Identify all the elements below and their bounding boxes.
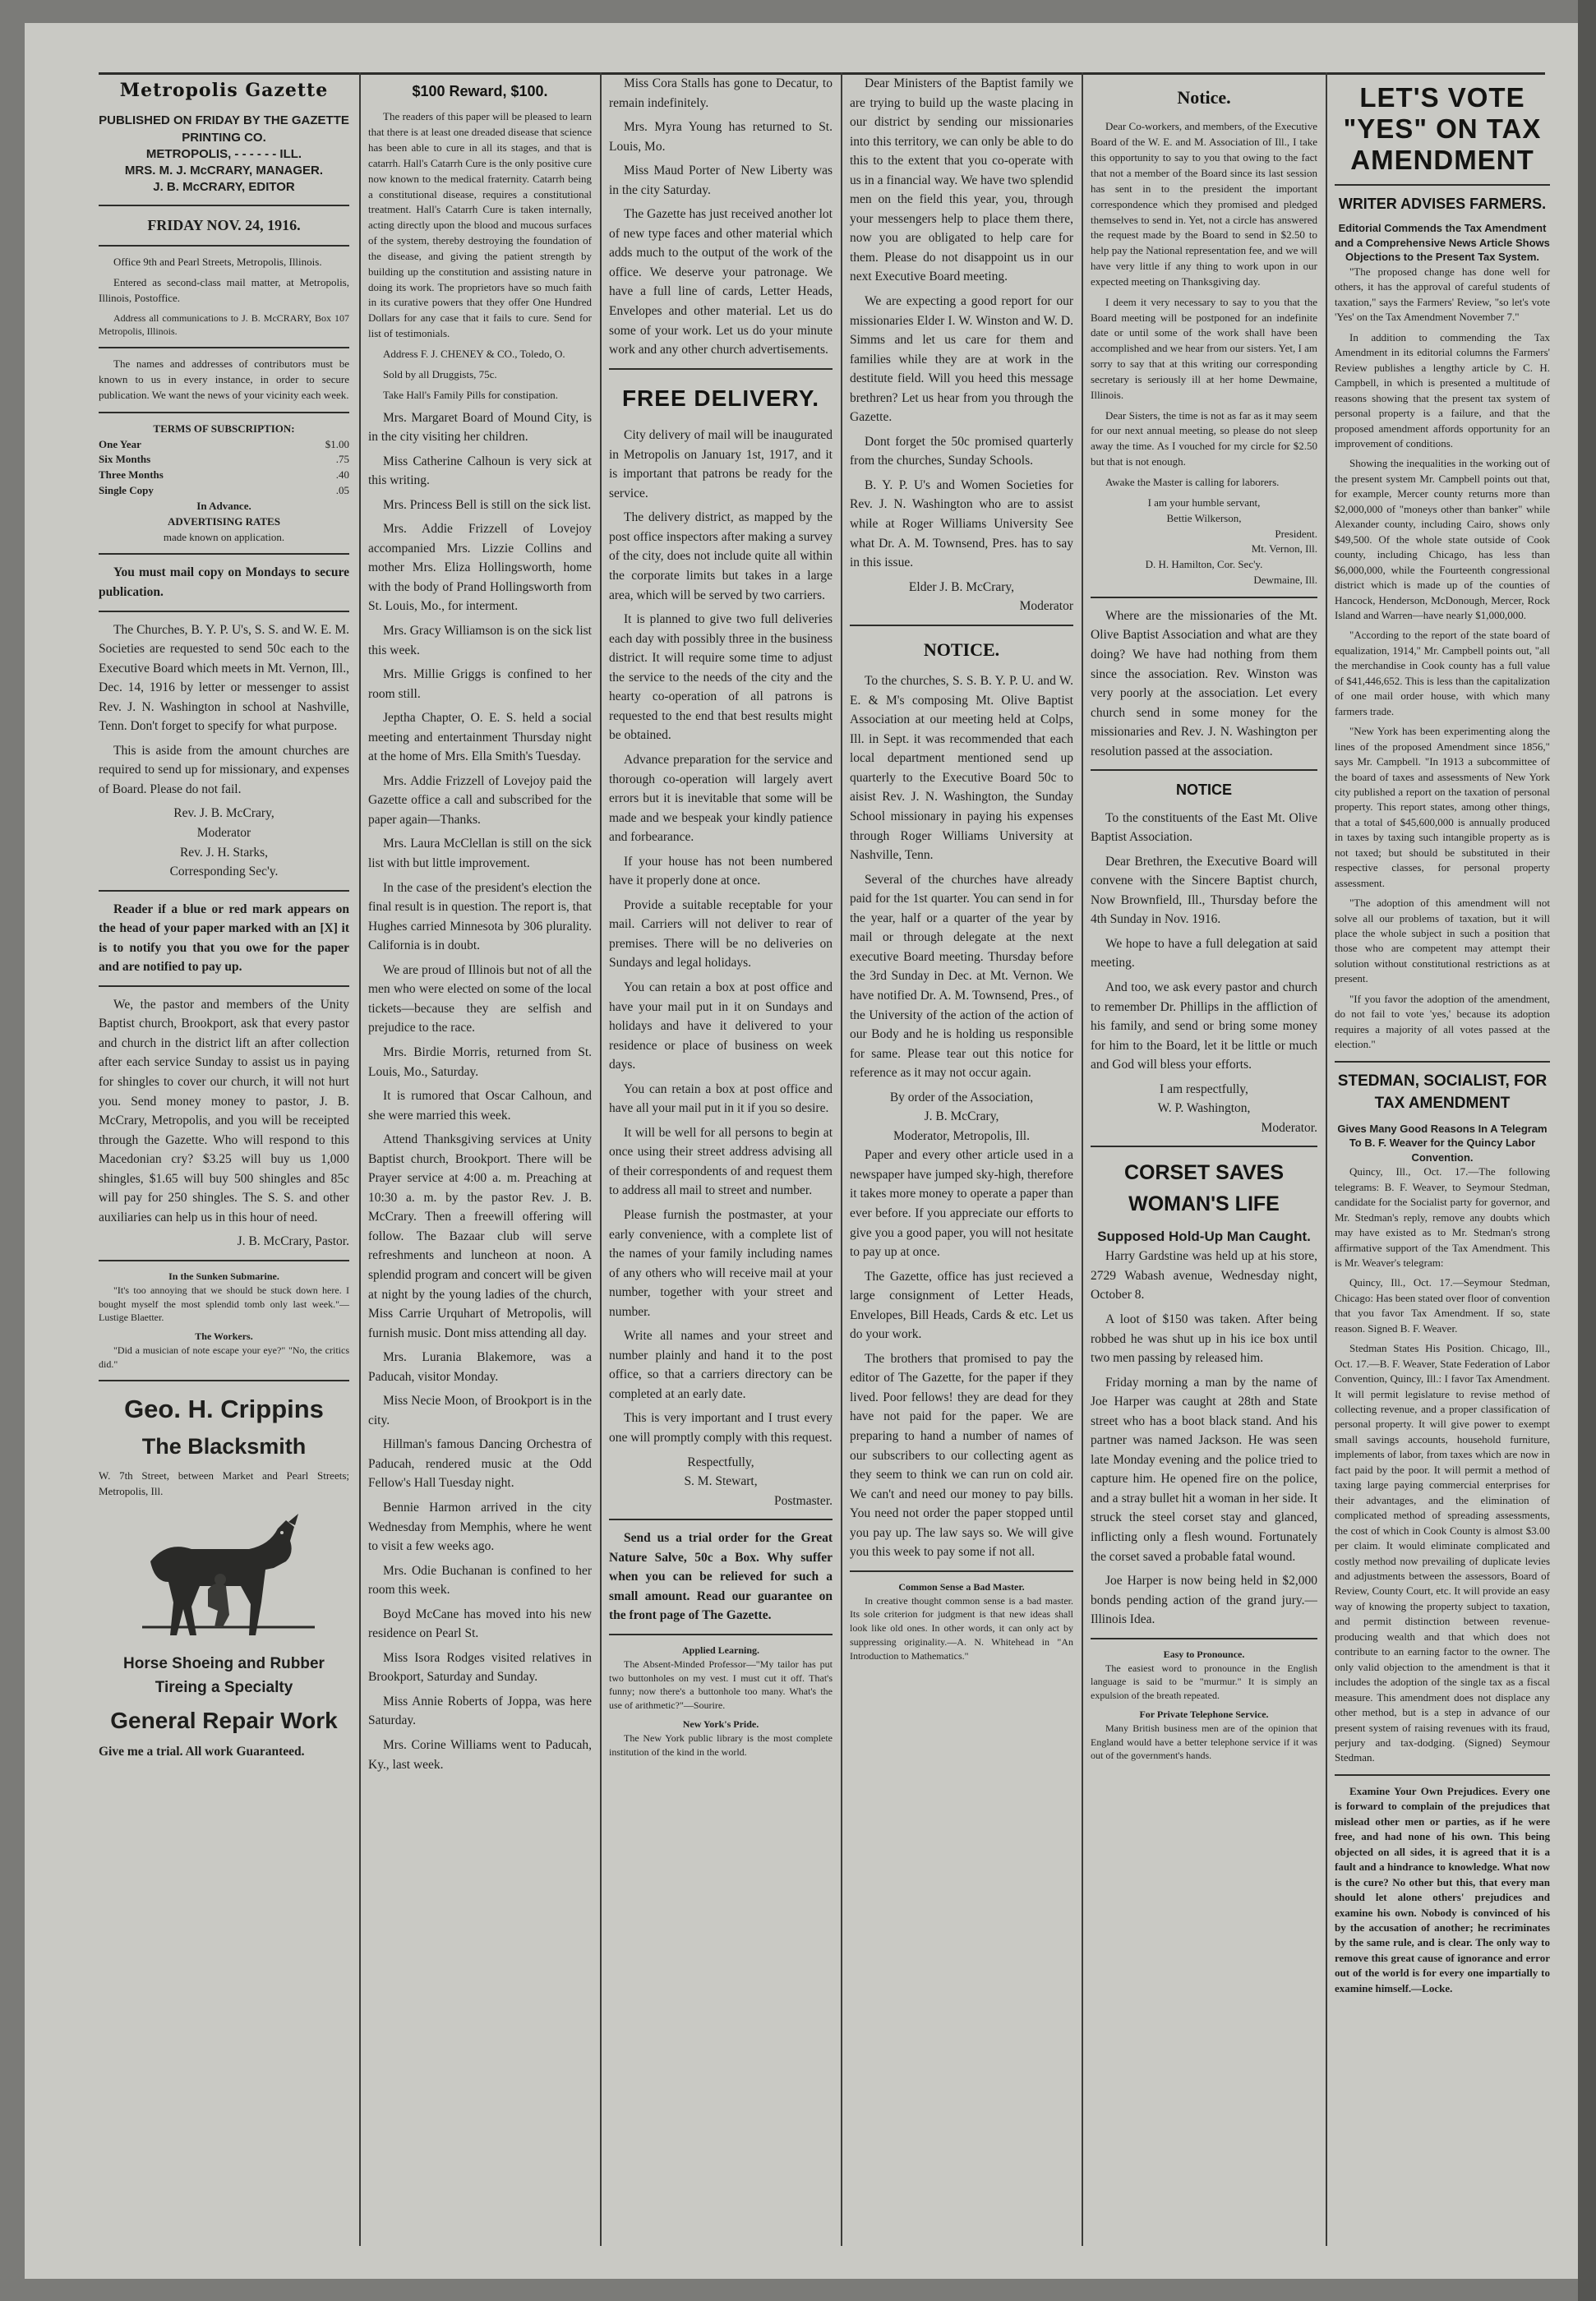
entered-line: Entered as second-class mail matter, at Metropolis, Illinois, Postoffice. <box>99 275 349 304</box>
ad-blacksmith-general: General Repair Work <box>110 1708 338 1734</box>
signature: Moderator <box>196 826 251 841</box>
masthead-title: Metropolis Gazette <box>119 80 329 101</box>
joke-title: The Workers. <box>195 1330 253 1343</box>
local-item: Mrs. Margaret Board of Mound City, is in the city visiting her children. <box>368 410 592 445</box>
paper-notice: Paper and every other article used in a newspaper have jumped sky-high, therefore it takes more money to operate a paper than ever before. If you appreciate our efforts to give you a good paper, you will not hesitate to pay up at once. <box>850 1148 1073 1260</box>
signature: Rev. J. B. McCrary, <box>173 806 274 821</box>
column-6 <box>1335 74 1550 2258</box>
terms-row: Single Copy .05 <box>99 484 349 497</box>
reader-notice: Reader if a blue or red mark appears on the head of your paper marked with an [X] it is to notify you that you owe for the paper and are notified to pay up. <box>99 901 349 975</box>
signature: Moderator. <box>1261 1120 1317 1135</box>
notice-headline: NOTICE <box>1175 782 1232 799</box>
divider <box>99 611 349 612</box>
divider <box>609 1634 833 1635</box>
delivery-paragraph: If your house has not been numbered have it properly done at once. <box>609 854 833 888</box>
signature: D. H. Hamilton, Cor. Sec'y. <box>1145 558 1263 571</box>
tax-paragraph: "According to the report of the state board of equalization, 1914," Mr. Campbell points out, "all the merchandise in Cook county has a full value of $41,446,652. This is less than the capitalization of one mail order house, with which many farmers trade. <box>1335 629 1550 717</box>
filler-title: Common Sense a Bad Master. <box>898 1580 1025 1593</box>
ad-blacksmith-specialty: Horse Shoeing and Rubber Tireing a Specialty <box>123 1655 325 1697</box>
signature: W. P. Washington, <box>1157 1101 1251 1116</box>
delivery-paragraph: City delivery of mail will be inaugurated in Metropolis on January 1st, 1917, and it is important that patrons be ready for the service. <box>609 428 833 500</box>
notice-paragraph: Dear Brethren, the Executive Board will convene with the Sincere Baptist church, Now Brownfield, Ill., Thursday before the 4th Sunday in Nov. 1916. <box>1091 854 1317 927</box>
place-line: METROPOLIS, - - - - - - ILL. <box>145 146 302 161</box>
stedman-paragraph: Stedman States His Position. Chicago, Ill., Oct. 17.—B. F. Weaver, State Federation of Labor Convention, Quincy, Ill.: I favor Tax Amendment. It will permit legislature to revise method of collecting revenue, and a proper classification of personal property. It will give power to exempt small savings accounts, household furniture, implements of labor, from taxes which are now in fact paid by the poor. It will permit a method of taxing large paying commercial enterprises for their advantages, and the elimination of complicated method of spreading assessments, the cost of which in Cook County is almost $3.00 per claim. It would eliminate complicated and costly method now prevailing of duplicate levies and adjustments between the assessors, Board of Review, County Court, etc. It will provide an easy way of knowing the property subject to taxation, and permit distinction between revenue-producing wealth and that which does not contribute to an earning factor to the owner. The only valid objection to the amendment is that it includes the adoption of the single tax as a fiscal measure. This amendment does not displace any other method, but is a step in advance of our present system of raising revenues with its fraud, perjury and tax-dodging. (Signed) Seymour Stedman. <box>1335 1342 1550 1764</box>
manager-line: MRS. M. J. McCRARY, MANAGER. <box>124 164 324 178</box>
tax-amendment-headline: LET'S VOTE "YES" ON TAX AMENDMENT <box>1343 82 1542 175</box>
column-rule <box>1326 72 1327 2246</box>
office-line: Office 9th and Pearl Streets, Metropolis, Illinois. <box>113 256 322 269</box>
filler-text: In creative thought common sense is a bad master. Its sole criterion for judgment is that new ideas shall look like old ones. In other words, it can only act by suppressing originality.—A. N. Whitehead in "An Introduction to Mathematics." <box>850 1594 1073 1662</box>
editor-line: J. B. McCRARY, EDITOR <box>153 180 295 195</box>
notice-paragraph: To the constituents of the East Mt. Olive Baptist Association. <box>1091 810 1317 845</box>
local-item: Mrs. Millie Griggs is confined to her room still. <box>368 667 592 701</box>
local-item: Mrs. Myra Young has returned to St. Louis, Mo. <box>609 120 833 154</box>
local-item: We are proud of Illinois but not of all the men who were elected on some of the local tickets—because they are selfish and prejudice to the race. <box>368 962 592 1035</box>
tax-subheadline: WRITER ADVISES FARMERS. <box>1338 195 1547 212</box>
reward-body: The readers of this paper will be pleased to learn that there is at least one dreaded disease that science has been able to cure in all its stages, and that is catarrh. Hall's Catarrh Cure is the only positive cure now known to the medical fraternity. Catarrh being a constitutional disease, requires a constitutional treatment. Hall's Catarrh Cure is taken internally, acting directly upon the blood and mucous surfaces of the system, thereby destroying the foundation of the disease, and giving the patient strength by building up the constitution and assisting nature in doing its work. The proprietors have so much faith in its curative powers that they offer One Hundred Dollars for any case that it fails to cure. Send for list of testimonials. <box>368 110 592 340</box>
terms-advance: In Advance. <box>196 499 251 512</box>
notice-paragraph: Several of the churches have already paid for the 1st quarter. You can send in for the year, half or a quarter of the year by mail or through delegate at the next executive Board meeting. Thursday before the 3rd Sunday in Dec. at Mt. Vernon. We have notified Dr. A. M. Townsend, Pres., of the University of the action of the action of our Body and he is holding us responsible for same. Please tear out this notice for reference as it may not occur again. <box>850 872 1073 1081</box>
terms-title: TERMS OF SUBSCRIPTION: <box>153 422 295 435</box>
notice-paragraph: I deem it very necessary to say to you that the Board meeting will be postponed for an indefinite date or until some of the work shall have been accomplished and we hear from our sisters. Yet, I am sorry to say that at this writing our corresponding secretary is seriously ill at her home Dewmaine, Illinois. <box>1091 295 1317 401</box>
delivery-paragraph: The delivery district, as mapped by the post office inspectors after making a survey of the city, does not include quite all within the corporate limits but takes in a large area, which will be served by two carriers. <box>609 510 833 602</box>
joke-text: "It's too annoying that we should be stuck down here. I bought myself the most splendid tomb only last week."—Lustige Blaetter. <box>99 1284 349 1324</box>
signature: S. M. Stewart, <box>684 1474 758 1489</box>
notice-paragraph: Dear Co-workers, and members, of the Executive Board of the W. E. and M. Association of Ill., I take this opportunity to say to you that owing to the fact that not a member of the Board since its last session has sent in to the president the important correspondence which they promised and pledged themselves to send in. Yet, not a circle has answered the request made by the Board to send in $2.50 to help pay the National representation fee, and we will have very little if any thing to work upon in our expected meeting on Thanksgiving day. <box>1091 120 1317 288</box>
column-4 <box>850 74 1073 2258</box>
signature: I am respectfully, <box>1160 1081 1248 1096</box>
stedman-deck: Gives Many Good Reasons In A Telegram To B. F. Weaver for the Quincy Labor Convention. <box>1337 1122 1548 1164</box>
divider <box>1091 1638 1317 1639</box>
local-item: Miss Maud Porter of New Liberty was in the city Saturday. <box>609 164 833 197</box>
signature: President. <box>1275 527 1317 540</box>
column-rule <box>359 72 361 2246</box>
local-item: Bennie Harmon arrived in the city Wednesday from Memphis, where he went to visit a few weeks ago. <box>368 1500 592 1554</box>
signature: J. B. McCrary, Pastor. <box>237 1234 349 1249</box>
local-item: Miss Cora Stalls has gone to Decatur, to remain indefinitely. <box>609 76 833 110</box>
stedman-headline: STEDMAN, SOCIALIST, FOR TAX AMENDMENT <box>1337 1072 1548 1112</box>
page-edge <box>1578 0 1596 2301</box>
signature: Bettie Wilkerson, <box>1166 511 1242 524</box>
local-item: In the case of the president's election the final result is in question. The report is, that Hughes carried Minnesota by 306 plurality. California is in doubt. <box>368 880 592 953</box>
signature: I am your humble servant, <box>1147 496 1261 509</box>
notice-paragraph: Awake the Master is calling for laborers. <box>1105 476 1280 488</box>
salve-ad: Send us a trial order for the Great Nature Salve, 50c a Box. Why suffer when you can be relieved for such a small amount. Read our guarantee on the front page of The Gazette. <box>609 1531 833 1623</box>
filler-text: The New York public library is the most complete institution of the kind in the world. <box>609 1732 833 1758</box>
filler-title: For Private Telephone Service. <box>1139 1708 1269 1720</box>
stedman-paragraph: Quincy, Ill., Oct. 17.—Seymour Stedman, Chicago: Has been stated over floor of convention that you favor Tax Amendment. If so, state reason. Signed B. F. Weaver. <box>1335 1276 1550 1335</box>
divider <box>99 205 349 206</box>
notice-paragraph: We hope to have a full delegation at said meeting. <box>1091 936 1317 971</box>
issue-date: FRIDAY NOV. 24, 1916. <box>147 216 301 233</box>
divider <box>1091 769 1317 771</box>
notice-headline: NOTICE. <box>923 639 1000 660</box>
tax-paragraph: Showing the inequalities in the working out of the present system Mr. Campbell points out that, for example, Mercer county returns more than $2,000,000 of "moneys other than banker" while Alexander county, including Cairo, shows only $49,500. Of the whole state outside of Cook county, including Chicago, has less than $6,000,000, while the Fourteenth congressional district which is made up of the counties of Hancock, Henderson, McDonough, Mercer, Rock Island and Warren—have nearly $1,000,000. <box>1335 457 1550 621</box>
address-line: Address all communications to J. B. McCRARY, Box 107 Metropolis, Illinois. <box>99 311 349 338</box>
local-item: Miss Isora Rodges visited relatives in Brookport, Saturday and Sunday. <box>368 1650 592 1685</box>
newspaper-page <box>25 23 1578 2279</box>
local-item: Mrs. Odie Buchanan is confined to her room this week. <box>368 1563 592 1598</box>
local-item: Boyd McCane has moved into his new residence on Pearl St. <box>368 1607 592 1641</box>
signature: Dewmaine, Ill. <box>1253 574 1317 587</box>
column-rule <box>1082 72 1083 2246</box>
local-item: Mrs. Addie Frizzell of Lovejoy paid the Gazette office a call and subscribed for the paper again—Thanks. <box>368 773 592 827</box>
advertising-rates: ADVERTISING RATES <box>168 514 280 528</box>
signature: By order of the Association, <box>889 1090 1034 1104</box>
horse-shoeing-illustration <box>126 1504 323 1648</box>
names-notice: The names and addresses of contributors must be known to us in every instance, in order to secure publication. We want the news of your vicinity each week. <box>99 357 349 401</box>
local-item: Miss Annie Roberts of Joppa, was here Saturday. <box>368 1694 592 1728</box>
tax-paragraph: "The proposed change has done well for others, it has the approval of careful students of taxation," says the Farmers' Review, "so let's vote 'Yes' on the Tax Amendment November 7." <box>1335 265 1550 324</box>
terms-row: One Year $1.00 <box>99 437 349 450</box>
tax-deck: Editorial Commends the Tax Amendment and a Comprehensive News Article Shows Objections to the Present Tax System. <box>1335 222 1550 264</box>
notice-paragraph: Dear Sisters, the time is not as far as it may seem for our next annual meeting, so please do not sleep away the time. As I vouched for my circle for $2.50 but that is not enough. <box>1091 408 1317 468</box>
delivery-paragraph: Advance preparation for the service and thorough co-operation will largely avert errors but it is inevitable that some will be made and we bespeak your kindly patience and forbearance. <box>609 752 833 845</box>
divider <box>609 368 833 370</box>
stedman-paragraph: Quincy, Ill., Oct. 17.—The following telegrams: B. F. Weaver, to Seymour Stedman, candidate for the Socialist party for governor, and Mr. Stedman's reply, remove any doubts which may have existed as to Mr. Stedman's strong affirmative support of the Tax Amendment. This is Mr. Weaver's telegram: <box>1335 1165 1550 1269</box>
column-2 <box>368 74 592 2258</box>
corset-paragraph: Harry Gardstine was held up at his store, 2729 Wabash avenue, Wednesday night, October 8. <box>1091 1249 1317 1303</box>
signature: Corresponding Sec'y. <box>169 865 279 879</box>
tax-paragraph: "If you favor the adoption of the amendment, do not fail to vote 'yes,' because its adoption requires a majority of all votes passed at the election." <box>1335 992 1550 1051</box>
divider <box>1091 1146 1317 1147</box>
filler-title: Applied Learning. <box>681 1644 760 1656</box>
local-item: Miss Necie Moon, of Brookport is in the city. <box>368 1394 592 1427</box>
delivery-paragraph: Write all names and your street and number plainly and hand it to the post office, so that a carriers directory can be completed at an early date. <box>609 1329 833 1401</box>
reward-pills: Take Hall's Family Pills for constipation. <box>383 388 559 401</box>
divider <box>1335 184 1550 186</box>
reward-address: Address F. J. CHENEY & CO., Toledo, O. <box>383 348 565 361</box>
prejudices-filler: Examine Your Own Prejudices. Every one is forward to complain of the prejudices that mislead other men or parties, as if he were free, and had none of his own. This being objected on all sides, it is agreed that it is a fault and a hindrance to knowledge. What now is the cure? No other but this, that every man should let alone others' prejudices and examine his own. Nobody is convinced of his by the accusation of another; he recriminates by the same rule, and is clear. The only way to remove this great cause of ignorance and error out of the world is for every one impartially to examine himself.—Locke. <box>1335 1784 1550 1994</box>
notice-paragraph: And too, we ask every pastor and church to remember Dr. Phillips in the affliction of his family, and send or bring some money for him to the Board, let it be little or much and God will bless your efforts. <box>1091 980 1317 1072</box>
ministers-letter: B. Y. P. U's and Women Societies for Rev. J. N. Washington who are to assist while at Roger Williams University See what Dr. A. M. Townsend, Pres. has to say in this issue. <box>850 477 1073 570</box>
divider <box>99 347 349 348</box>
divider <box>1335 1774 1550 1776</box>
signature: Moderator, Metropolis, Ill. <box>893 1128 1030 1143</box>
ministers-letter: We are expecting a good report for our missionaries Elder I. W. Winston and W. D. Simms and let us care for them and families while they are at work in the destitute field. Will you heed this message brethren? Let us hear from you through the Gazette. <box>850 294 1073 425</box>
delivery-paragraph: This is very important and I trust every one will promptly comply with this request. <box>609 1411 833 1445</box>
column-3 <box>609 74 833 2258</box>
delivery-paragraph: You can retain a box at post office and have all your mail put in it if you so desire. <box>609 1081 833 1116</box>
joke-text: "Did a musician of note escape your eye?" "No, the critics did." <box>99 1344 349 1370</box>
corset-headline: CORSET SAVES WOMAN'S LIFE <box>1123 1161 1285 1216</box>
filler-text: The easiest word to pronounce in the English language is said to be "murmur." It is simply an expulsion of the breath repeated. <box>1091 1662 1317 1702</box>
delivery-paragraph: Please furnish the postmaster, at your early convenience, with a complete list of the names of your family including names of any others who will receive mail at your number, together with your street and number. <box>609 1207 833 1319</box>
delivery-paragraph: It will be well for all persons to begin at once using their street address advising all of their correspondents of and request them to address all mail to street and number. <box>609 1125 833 1198</box>
ad-blacksmith-trade: The Blacksmith <box>141 1433 307 1459</box>
local-item: Attend Thanksgiving services at Unity Baptist church, Brookport. There will be Prayer service at 4:00 a. m. Preaching at 10:30 a. m. by the pastor Rev. J. B. McCrary. Then a freewill offering will follow. The Bazaar club will serve refreshments and luncheon at noon. A splendid program and concert will be given at night by the young ladies of the church, Miss Carrie Urquhart of Metropolis, will furnish music. Dont miss attending all day. <box>368 1132 592 1340</box>
corset-paragraph: A loot of $150 was taken. After being robbed he was shut up in his ice box until two men passing by released him. <box>1091 1312 1317 1366</box>
delivery-paragraph: Provide a suitable receptable for your mail. Carriers will not deliver to rear of premises. There will be no deliveries on Sundays and legal holidays. <box>609 897 833 971</box>
joke-title: In the Sunken Submarine. <box>168 1270 279 1282</box>
filler-text: The Absent-Minded Professor—"My tailor has put two buttonholes on my vest. I must cut it off. That's funny; now there's a buttonhole too many. What's the use of arithmetic?"—Sourire. <box>609 1658 833 1712</box>
churches-notice: The Churches, B. Y. P. U's, S. S. and W. E. M. Societies are requested to send 50c each to the Executive Board which meets in Mt. Vernon, Ill., Dec. 14, 1916 by letter or messenger to assist Rev. J. N. Washington in school at Nashville, Tenn. Don't forget to specify for what purpose. <box>99 622 349 734</box>
local-item: Mrs. Gracy Williamson is on the sick list this week. <box>368 624 592 657</box>
column-rule <box>841 72 842 2246</box>
reward-sold: Sold by all Druggists, 75c. <box>383 367 497 380</box>
terms-row: Three Months .40 <box>99 468 349 482</box>
column-rule <box>600 72 602 2246</box>
divider <box>850 625 1073 626</box>
unity-church-appeal: We, the pastor and members of the Unity Baptist church, Brookport, ask that every pastor and church in the district lift an after collection after each service Sunday to assist us in paying for shingles to cover our church, it will not hurt you. Send money money to pastor, J. B. McCrary, Metropolis, and you will be receipted through the Gazette. Who will respond to this Macedonian cry? $3.25 will buy us 1,000 shingles, $1.65 will buy 500 shingles and 85c will pay for 250 shingles. The S. S. and other auxiliaries can help us in this hour of need. <box>99 997 349 1224</box>
local-item: Mrs. Lurania Blakemore, was a Paducah, visitor Monday. <box>368 1350 592 1384</box>
publisher-line: PUBLISHED ON FRIDAY BY THE GAZETTE PRINTING CO. <box>99 113 349 145</box>
local-item: Hillman's famous Dancing Orchestra of Paducah, rendered music at the Odd Fellow's Hall Tuesday night. <box>368 1437 592 1491</box>
paper-notice: The brothers that promised to pay the editor of The Gazette, for the paper if they lived. Poor fellows! they are dead for they have not paid for the paper. We are preparing to hand a number of names of our subscribers to our collecting agent as they seem to think we can run on cold air. We can't and need our money to pay bills. You need not order the paper stopped until you pay up. The law says so. We will give you this week to pay some if not all. <box>850 1351 1073 1560</box>
filler-text: Many British business men are of the opinion that England would have a better telephone service if it was out of the government's hands. <box>1091 1722 1317 1762</box>
tax-paragraph: "The adoption of this amendment will not solve all our problems of taxation, but it will place the whole subject in such a position that those who are competent may attempt their solution without constitutional restrictions as at present. <box>1335 897 1550 985</box>
column-5 <box>1091 74 1317 2258</box>
ad-blacksmith-guarantee: Give me a trial. All work Guaranteed. <box>99 1744 305 1759</box>
divider <box>1335 1061 1550 1063</box>
ad-blacksmith-name: Geo. H. Crippins <box>124 1394 324 1423</box>
local-item: Miss Catherine Calhoun is very sick at this writing. <box>368 454 592 488</box>
filler-title: Easy to Pronounce. <box>1163 1648 1245 1660</box>
divider <box>99 985 349 987</box>
divider <box>609 1519 833 1520</box>
divider <box>99 412 349 413</box>
divider <box>1091 597 1317 598</box>
paper-notice: The Gazette, office has just recieved a large consignment of Letter Heads, Envelopes, Bill Heads, Cards & etc. Let us do your work. <box>850 1269 1073 1342</box>
divider <box>99 245 349 247</box>
free-delivery-headline: FREE DELIVERY. <box>621 385 820 411</box>
signature: Elder J. B. McCrary, <box>908 579 1015 594</box>
signature: Postmaster. <box>773 1493 833 1508</box>
tax-paragraph: In addition to commending the Tax Amendment in its editorial columns the Farmers' Review publishes a lengthy article by C. H. Campbell, in which is presented a multitude of reasons showing that the present tax system of personal property is a failure, and that the proposed amendment affords opportunity for an improvement of conditions. <box>1335 330 1550 450</box>
corset-subheadline: Supposed Hold-Up Man Caught. <box>1097 1229 1311 1245</box>
ministers-letter: Dont forget the 50c promised quarterly from the churches, Sunday Schools. <box>850 434 1073 468</box>
divider <box>99 1380 349 1381</box>
corset-paragraph: Friday morning a man by the name of Joe Harper was caught at 28th and State street who has a boot black stand. And his partner was named Jackson. He was seen late Monday evening and the police tried to capture him. He opened fire on the police, and a stray bullet hit a woman in her side. It struck the steel corset stay and glanced, inflicting only a flesh wound. Fortunately the corset saved a probable fatal wound. <box>1091 1375 1317 1564</box>
local-item: Jeptha Chapter, O. E. S. held a social meeting and entertainment Thursday night at the home of Mrs. Ella Smith's Tuesday. <box>368 711 592 764</box>
churches-notice-2: This is aside from the amount churches are required to send up for missionary, and expenses of Board. Please do not fail. <box>99 743 349 796</box>
local-item: It is rumored that Oscar Calhoun, and she were married this week. <box>368 1089 592 1123</box>
local-item: Mrs. Princess Bell is still on the sick list. <box>383 497 592 512</box>
gazette-printing-notice: The Gazette has just received another lot of new type faces and other material which adds much to the output of the work of the office. We deserve your patronage. We have a full line of cards, Letter Heads, Envelopes and other material. Let us do some of your work. Let us do your minute work and any other church advertisements. <box>609 207 833 357</box>
ad-blacksmith-address: W. 7th Street, between Market and Pearl Streets; Metropolis, Ill. <box>99 1469 349 1497</box>
signature: J. B. McCrary, <box>924 1109 999 1124</box>
advertising-application: made known on application. <box>163 530 285 543</box>
signature: Respectfully, <box>687 1455 754 1469</box>
terms-row: Six Months .75 <box>99 453 349 466</box>
local-item: Mrs. Corine Williams went to Paducah, Ky., last week. <box>368 1738 592 1772</box>
divider <box>99 1260 349 1261</box>
tax-paragraph: "New York has been experimenting along the lines of the proposed Amendment since 1856," says Mr. Campbell. "In 1913 a subcommittee of the board of taxes and assessments of New York city published a report on the taxation of personal property. This report states, among other things, that a total of $45,600,000 is annually produced in taxes by taxing such intangible property as is not taxed; but should be substituted in their respective classes, for personal property assessment. <box>1335 725 1550 889</box>
signature: Mt. Vernon, Ill. <box>1251 542 1317 556</box>
ministers-letter: Dear Ministers of the Baptist family we are trying to build up the waste placing in our district by sending our missionaries into this territory, we can only be able to do this to the extent that you co-operate with us in a financial way. We have two splendid men on the field this year, you, through your messengers help to place them there, now you are obligated to help care for them. Please do not disappoint us in our next Executive Board meeting. <box>850 76 1073 284</box>
missionaries-notice: Where are the missionaries of the Mt. Olive Baptist Association and what are they doing? We have had nothing from them since the association. Rev. Winston was very poorly at the association. Let every church send in some money for the missionaries and Rev. J. N. Washington per resolution passed at the association. <box>1091 608 1317 759</box>
column-1 <box>99 74 349 2258</box>
local-item: Mrs. Birdie Morris, returned from St. Louis, Mo., Saturday. <box>368 1044 592 1079</box>
mail-copy-notice: You must mail copy on Mondays to secure publication. <box>99 565 349 599</box>
delivery-paragraph: You can retain a box at post office and have your mail put in it on Sundays and holidays and have it delivered to your residence or place of business on week days. <box>609 980 833 1072</box>
local-item: Mrs. Laura McClellan is still on the sick list with but little improvement. <box>368 837 592 871</box>
notice-headline: Notice. <box>1177 87 1231 108</box>
reward-title: $100 Reward, $100. <box>412 83 548 99</box>
notice-paragraph: To the churches, S. S. B. Y. P. U. and W. E. & M's composing Mt. Olive Baptist Association at our meeting held at Colps, Ill. in Sept. it was recommended that each local department mentioned send up quarterly to the Executive Board 50c to aisist Rev. J. N. Washington, the Sunday School missionary in paying his expenses through Roger Williams University at Nashville, Tenn. <box>850 674 1073 863</box>
corset-paragraph: Joe Harper is now being held in $2,000 bonds pending action of the grand jury.—Illinois Idea. <box>1091 1574 1317 1627</box>
signature: Moderator <box>1019 599 1073 614</box>
filler-title: New York's Pride. <box>682 1718 759 1730</box>
local-item: Mrs. Addie Frizzell of Lovejoy accompanied Mrs. Lizzie Collins and mother Mrs. Eliza Hollingsworth, home with the body of Prand Hollingsworth from St. Louis, Mo., for interment. <box>368 522 592 614</box>
divider <box>850 1570 1073 1572</box>
delivery-paragraph: It is planned to give two full deliveries each day with possibly three in the business district. It will require some time to adjust the service to the needs of the city and the hearty co-operation of all patrons is requested to the end that best results might be obtained. <box>609 612 833 743</box>
divider <box>99 890 349 892</box>
divider <box>99 553 349 555</box>
signature: Rev. J. H. Starks, <box>179 845 269 860</box>
